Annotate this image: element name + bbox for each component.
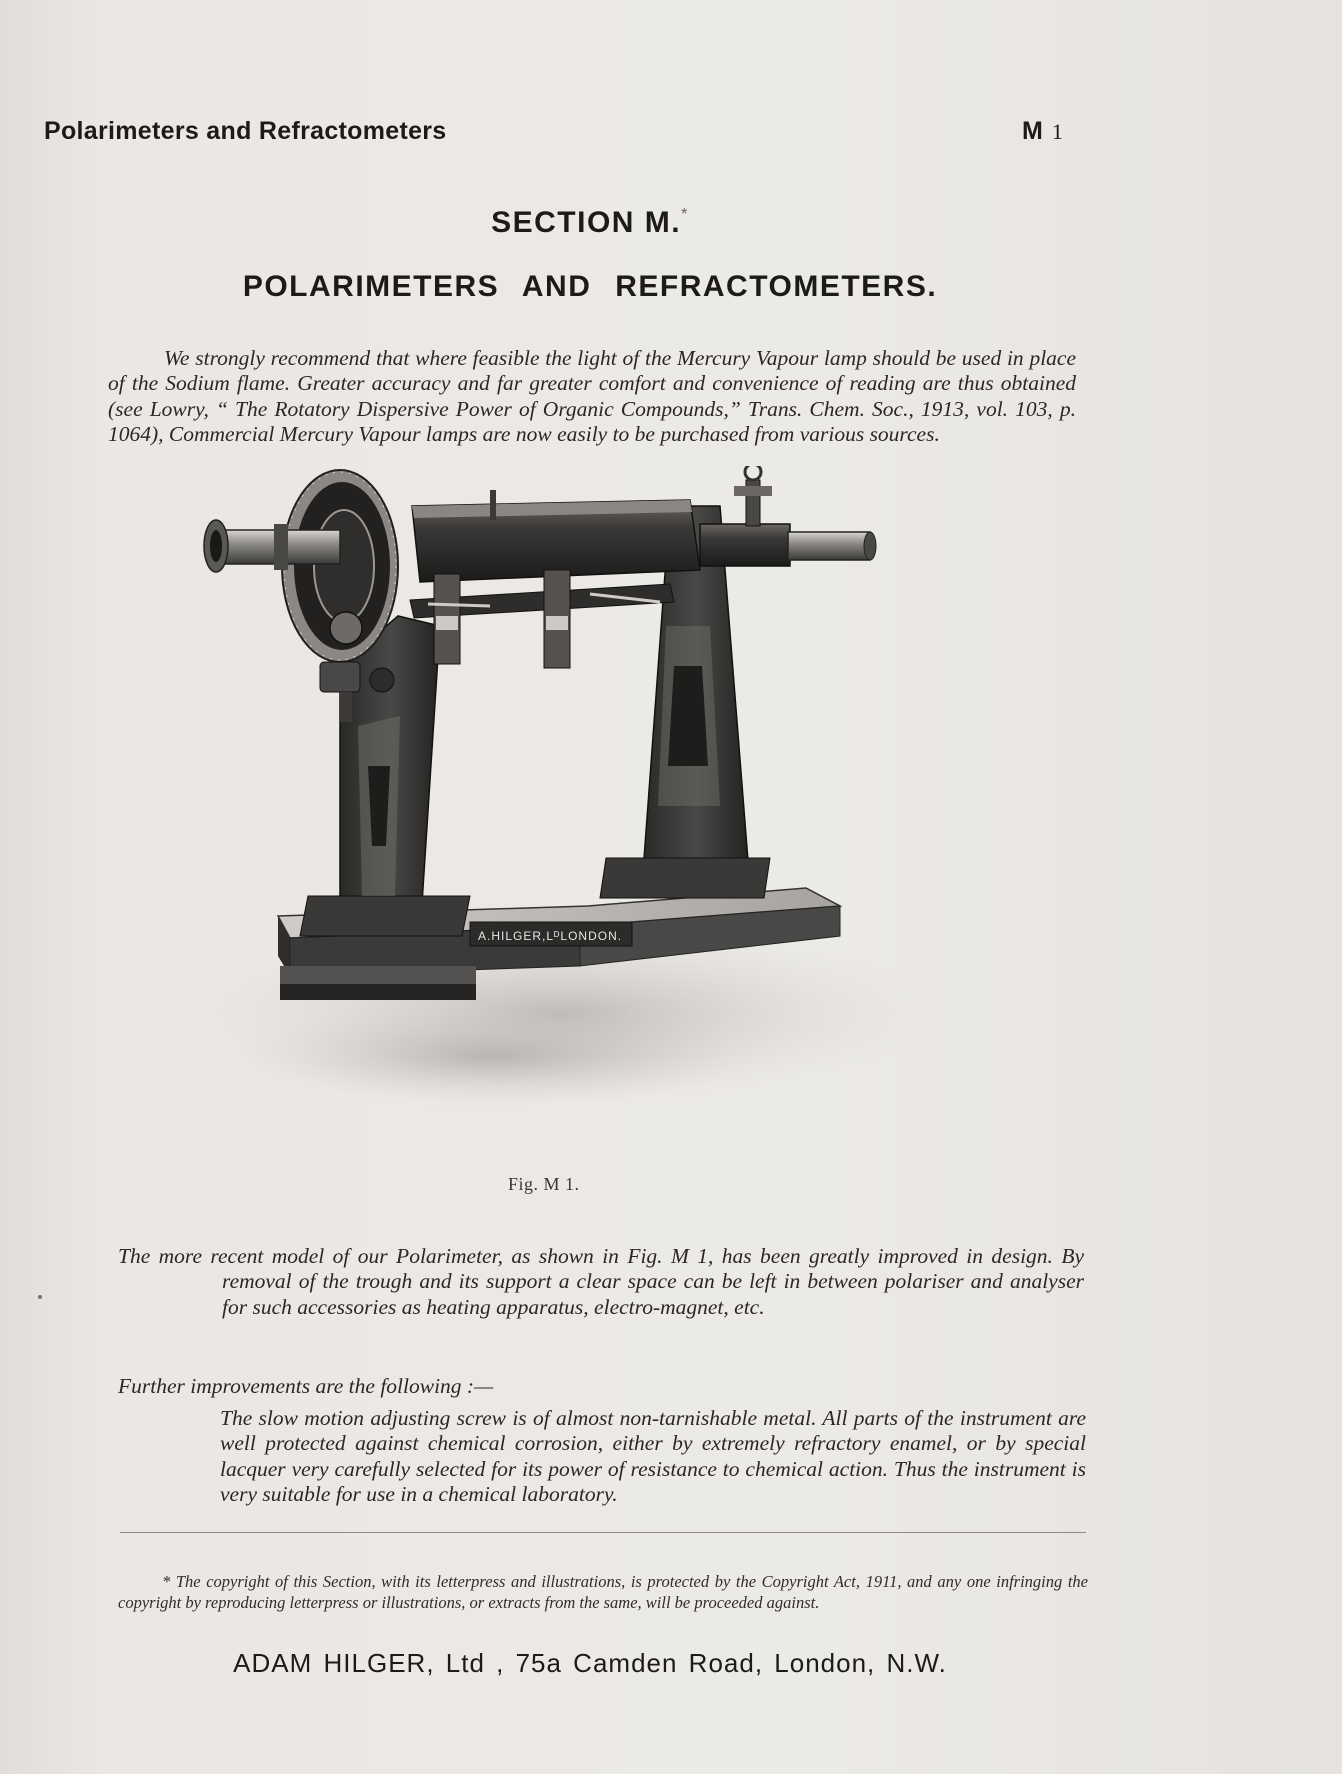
footnote-divider (120, 1532, 1086, 1533)
polarimeter-illustration (190, 466, 980, 1174)
slow-motion-paragraph: The slow motion adjusting screw is of almost non-tarnishable metal. All parts of the instrument are well protected against chemical corrosion, either by extremely refractory enamel, or by special lacquer very carefully selected for its power of resistance to chemical action. Thus the instrument is very suitable for use in a chemical laboratory. (220, 1405, 1086, 1506)
section-title-text: SECTION M. (491, 206, 682, 239)
figure-caption: Fig. M 1. (508, 1174, 580, 1194)
running-title: Polarimeters and Refractometers (44, 117, 447, 145)
intro-paragraph: We strongly recommend that where feasible the light of the Mercury Vapour lamp should be used in place of the Sodium flame. Greater accuracy and far greater comfort and convenience of reading are thus obtained (see Lowry, “ The Rotatory Dispersive Power of Organic Compounds,” Trans. Chem. Soc., 1913, vol. 103, p. 1064), Commercial Mercury Vapour lamps are now easily to be purchased from various sources. (108, 345, 1076, 446)
page-number-value: 1 (1051, 119, 1064, 144)
maker-plate-text: A.HILGER,LᴰLONDON. (478, 929, 623, 943)
page-number (1022, 117, 1064, 146)
further-improvements-heading: Further improvements are the following :— (118, 1373, 494, 1398)
page-title: POLARIMETERS AND REFRACTOMETERS. (242, 270, 938, 303)
section-heading (0, 206, 1180, 240)
copyright-footnote: * The copyright of this Section, with its letterpress and illustrations, is protected by the Copyright Act, 1911, and any one infringing the copyright by reproducing letterpress or illustrations, or extracts from the same, will be proceeded against. (118, 1571, 1088, 1612)
margin-speck (38, 1295, 42, 1299)
publisher-imprint: ADAM HILGER, Ltd , 75a Camden Road, London, N.W. (233, 1648, 947, 1678)
recent-model-paragraph: The more recent model of our Polarimeter, as shown in Fig. M 1, has been greatly improved in design. By removal of the trough and its support a clear space can be left in between polariser and analyser for such accessories as heating apparatus, electro-magnet, etc. (118, 1243, 1084, 1319)
footnote-mark: * (681, 206, 689, 223)
section-letter: M (1022, 117, 1044, 145)
